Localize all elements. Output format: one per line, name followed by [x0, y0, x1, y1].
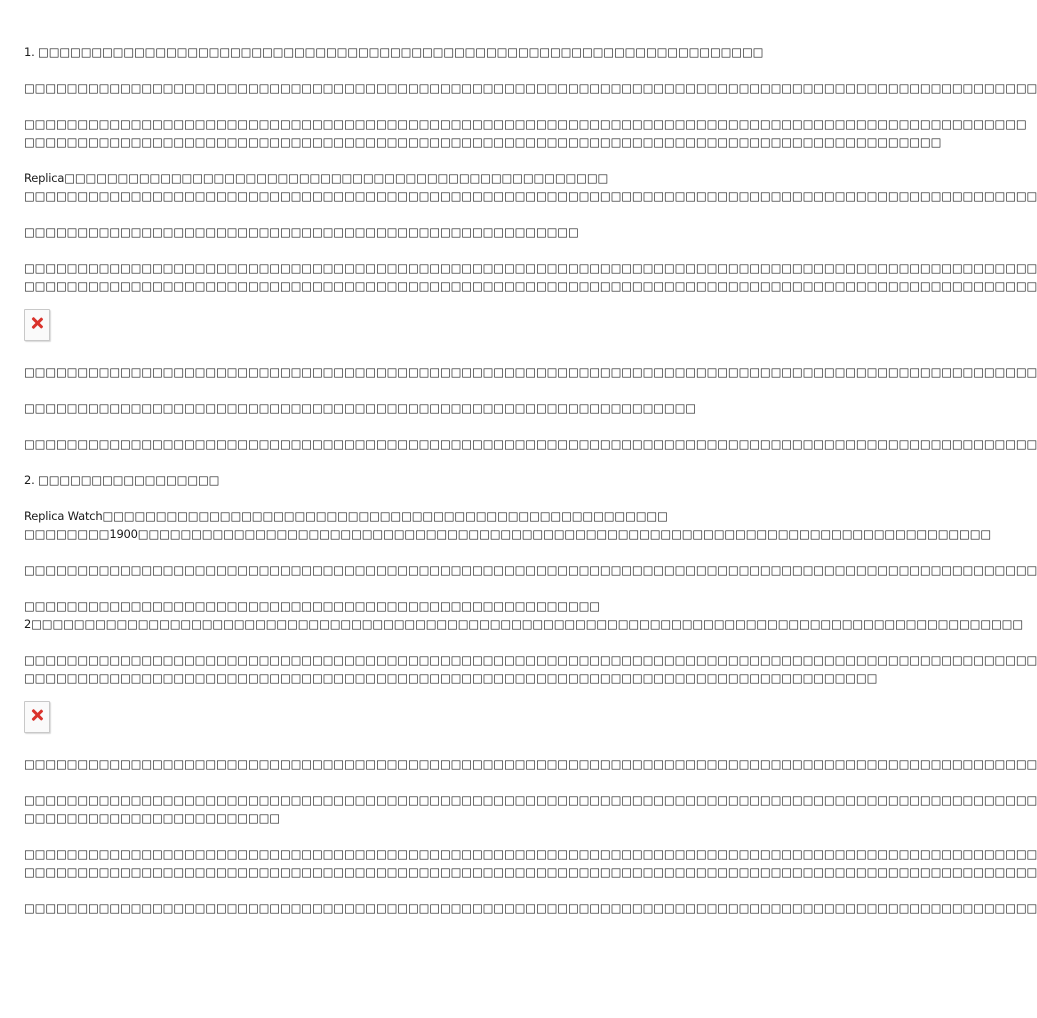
paragraph-line: □□□□□□□□□□□□□□□□□□□□□□□□□□□□□□□□□□□□□□□□□□□□□□□□□□□□□□□□□□□□□□□□□□□□□□□□□□□□□□□□□□□□□□□□□□□□□□□: [24, 847, 1037, 861]
paragraph: □□□□□□□□□□□□□□□□□□□□□□□□□□□□□□□□□□□□□□□□□□□□□□□□□□□□□□□□□□□□□□□□□□□□□□□□□□□□□□□□□□□□□□□□□□□□□□□: [24, 437, 1037, 451]
broken-image: [24, 701, 50, 733]
paragraph-line: □□□□□□□□1900□□□□□□□□□□□□□□□□□□□□□□□□□□□□□□□□□□□□□□□□□□□□□□□□□□□□□□□□□□□□□□□□□□□□□□□□□□□□□□□□: [24, 527, 992, 541]
paragraph: □□□□□□□□□□□□□□□□□□□□□□□□□□□□□□□□□□□□□□□□□□□□□□□□□□□□: [24, 225, 579, 239]
paragraph-line: Replica□□□□□□□□□□□□□□□□□□□□□□□□□□□□□□□□□□□□□□□□□□□□□□□□□□□: [24, 171, 609, 185]
paragraph-line: □□□□□□□□□□□□□□□□□□□□□□□□: [24, 811, 280, 825]
paragraph-line: □□□□□□□□□□□□□□□□□□□□□□□□□□□□□□□□□□□□□□□□□□□□□□□□□□□□□□□□□□□□□□□□□□□□□□□□□□□□□□□□□□□□□□□□□□□□□□□: [24, 189, 1037, 203]
paragraph-line: □□□□□□□□□□□□□□□□□□□□□□□□□□□□□□□□□□□□□□□□□□□□□□□□□□□□□□□□□□□□□□□□□□□□□□□□□□□□□□□□□□□□□□□□□□□□□□□: [24, 653, 1037, 667]
section-1-heading: 1. □□□□□□□□□□□□□□□□□□□□□□□□□□□□□□□□□□□□□□□□□□□□□□□□□□□□□□□□□□□□□□□□□□□□: [24, 45, 764, 59]
broken-image-icon: [30, 316, 44, 330]
broken-image-icon: [30, 708, 44, 722]
paragraph-line: □□□□□□□□□□□□□□□□□□□□□□□□□□□□□□□□□□□□□□□□□□□□□□□□□□□□□□□□□□□□□□□□□□□□□□□□□□□□□□□□□□□□□□□□□□□□□□□: [24, 793, 1037, 807]
article-body: [24, 43, 1037, 917]
paragraph: □□□□□□□□□□□□□□□□□□□□□□□□□□□□□□□□□□□□□□□□□□□□□□□□□□□□□□□□□□□□□□□□□□□□□□□□□□□□□□□□□□□□□□□□□□□□□□□: [24, 757, 1037, 771]
paragraph-line: □□□□□□□□□□□□□□□□□□□□□□□□□□□□□□□□□□□□□□□□□□□□□□□□□□□□□□: [24, 599, 600, 613]
section-2-heading: 2. □□□□□□□□□□□□□□□□□: [24, 473, 220, 487]
paragraph: □□□□□□□□□□□□□□□□□□□□□□□□□□□□□□□□□□□□□□□□□□□□□□□□□□□□□□□□□□□□□□□□□□□□□□□□□□□□□□□□□□□□□□□□□□□□□□□: [24, 901, 1037, 915]
paragraph-line: □□□□□□□□□□□□□□□□□□□□□□□□□□□□□□□□□□□□□□□□□□□□□□□□□□□□□□□□□□□□□□□□□□□□□□□□□□□□□□□□□□□□□□□□□□□□□□□: [24, 279, 1037, 293]
paragraph: □□□□□□□□□□□□□□□□□□□□□□□□□□□□□□□□□□□□□□□□□□□□□□□□□□□□□□□□□□□□□□□□□□□□□□□□□□□□□□□□□□□□□□□□□□□□□□□: [24, 81, 1037, 95]
paragraph-line: 2□□□□□□□□□□□□□□□□□□□□□□□□□□□□□□□□□□□□□□□□□□□□□□□□□□□□□□□□□□□□□□□□□□□□□□□□□□□□□□□□□□□□□□□□□□□□□: [24, 617, 1024, 631]
paragraph: □□□□□□□□□□□□□□□□□□□□□□□□□□□□□□□□□□□□□□□□□□□□□□□□□□□□□□□□□□□□□□□□□□□□□□□□□□□□□□□□□□□□□□□□□□□□□□□: [24, 563, 1037, 577]
paragraph: □□□□□□□□□□□□□□□□□□□□□□□□□□□□□□□□□□□□□□□□□□□□□□□□□□□□□□□□□□□□□□□□□□□□□□□□□□□□□□□□□□□□□□□□□□□□□□□: [24, 365, 1037, 379]
paragraph-line: □□□□□□□□□□□□□□□□□□□□□□□□□□□□□□□□□□□□□□□□□□□□□□□□□□□□□□□□□□□□□□□□□□□□□□□□□□□□□□□□: [24, 671, 878, 685]
paragraph-line: □□□□□□□□□□□□□□□□□□□□□□□□□□□□□□□□□□□□□□□□□□□□□□□□□□□□□□□□□□□□□□□□□□□□□□□□□□□□□□□□□□□□□□: [24, 135, 942, 149]
paragraph-line: □□□□□□□□□□□□□□□□□□□□□□□□□□□□□□□□□□□□□□□□□□□□□□□□□□□□□□□□□□□□□□□□□□□□□□□□□□□□□□□□□□□□□□□□□□□□□□□: [24, 865, 1037, 879]
paragraph-line: □□□□□□□□□□□□□□□□□□□□□□□□□□□□□□□□□□□□□□□□□□□□□□□□□□□□□□□□□□□□□□□□□□□□□□□□□□□□□□□□□□□□□□□□□□□□□□: [24, 117, 1027, 131]
paragraph: □□□□□□□□□□□□□□□□□□□□□□□□□□□□□□□□□□□□□□□□□□□□□□□□□□□□□□□□□□□□□□□: [24, 401, 696, 415]
paragraph-line: □□□□□□□□□□□□□□□□□□□□□□□□□□□□□□□□□□□□□□□□□□□□□□□□□□□□□□□□□□□□□□□□□□□□□□□□□□□□□□□□□□□□□□□□□□□□□□□: [24, 261, 1037, 275]
paragraph-line: Replica Watch□□□□□□□□□□□□□□□□□□□□□□□□□□□□□□□□□□□□□□□□□□□□□□□□□□□□□: [24, 509, 668, 523]
broken-image: [24, 309, 50, 341]
